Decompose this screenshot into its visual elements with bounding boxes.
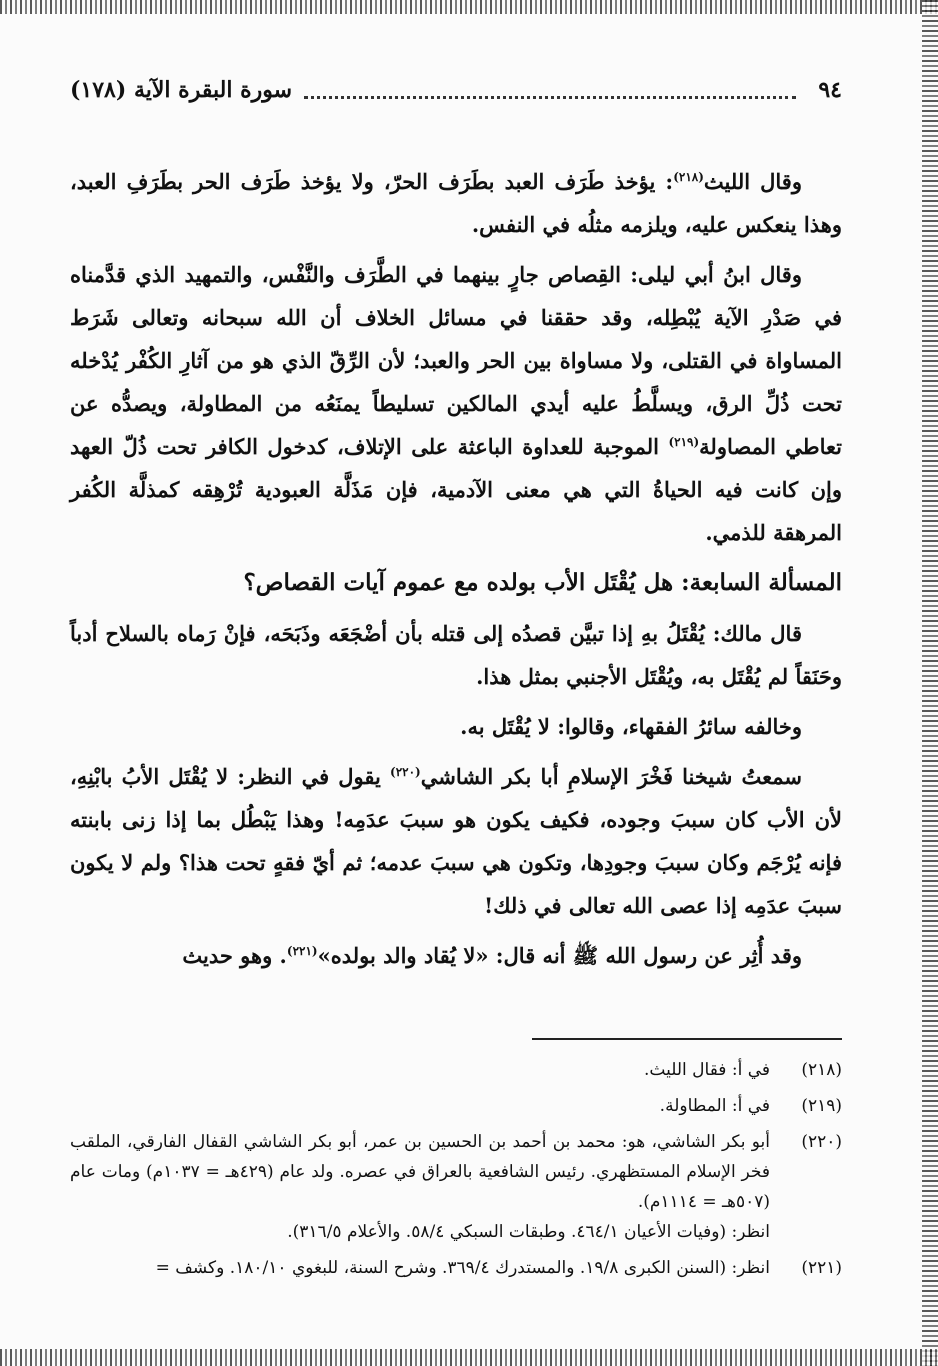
book-page bbox=[70, 60, 842, 1340]
text-run: وقال ابنُ أبي ليلى: القِصاص جارٍ بينهما في الطَّرَف والنَّفْس، والتمهيد الذي قدَّمناه في صَدْرِ الآية يُبْطِله، وقد حققنا في مسائل الخلاف أن الله سبحانه وتعالى شَرَط المساواة في القتلى، ولا مساواة بين الحر والعبد؛ لأن الرِّقّ الذي هو من آثارِ الكُفْر يُدْخله تحت ذُلِّ الرق، ويسلَّطُ عليه أيدي المالكين تسليطاً يمنَعُه من المطاولة، ويصدُّه bbox=[70, 262, 842, 416]
footnote-219 bbox=[70, 1091, 842, 1121]
footnote-text: في أ: فقال الليث. bbox=[644, 1060, 770, 1080]
text-run: : يؤخذ طَرَف العبد بطَرَف الحرّ، ولا يؤخذ طَرَف الحر بطَرَفِ العبد، وهذا ينعكس عليه، ويلزمه مثلُه في النفس. bbox=[70, 169, 842, 237]
footnote-text: في أ: المطاولة. bbox=[659, 1096, 770, 1116]
header-dotted-leader bbox=[304, 82, 796, 99]
text-run: سمعتُ شيخنا فَخْرَ الإسلامِ أبا بكر الشاشي bbox=[420, 764, 802, 789]
text-run: يقول في النظر: لا يُقْتَل الأبُ بابْنِهِ، لأن الأب كان سببَ وجوده، فكيف يكون هو سببَ عدَمِه! وهذا يَبْطُل بما إذا زنى بابنته فإنه يُرْجَم وكان سببَ وجودِها، وتكون هي سببَ عدمه؛ ثم أيّ فقهٍ تحت هذا؟ ولم لا يكون سببَ عدَمِه إذا عصى الله تعالى في ذلك! bbox=[70, 764, 842, 918]
paragraph-hadith bbox=[70, 934, 842, 977]
section-heading: المسألة السابعة: هل يُقْتَل الأب بولده مع عموم آيات القصاص؟ bbox=[243, 569, 842, 596]
footnote-ref-221: (٢٢١) bbox=[286, 944, 318, 958]
footnote-number: (٢٢٠) bbox=[801, 1132, 842, 1152]
footnote-ref-219: (٢١٩) bbox=[668, 435, 700, 449]
paragraph-laith bbox=[70, 160, 842, 246]
text-run: وقد أُثِر عن رسول الله ﷺ أنه قال: «لا يُقاد والد بولده» bbox=[317, 943, 802, 968]
text-run: وقال الليث bbox=[703, 169, 802, 194]
main-text bbox=[70, 160, 842, 984]
running-header bbox=[70, 70, 842, 110]
footnote-separator bbox=[532, 1038, 842, 1040]
footnotes bbox=[70, 1055, 842, 1289]
footnote-218 bbox=[70, 1055, 842, 1085]
text-run: عن تعاطي المصاولة bbox=[70, 391, 842, 459]
footnote-221 bbox=[70, 1253, 842, 1283]
page-number: ٩٤ bbox=[818, 77, 842, 103]
footnote-ref-220: (٢٢٠) bbox=[390, 765, 421, 779]
footnote-text: انظر: (وفيات الأعيان ٤٦٤/١. وطبقات السبكي ٥٨/٤. والأعلام ٣١٦/٥). bbox=[287, 1222, 770, 1242]
paragraph-jurists: وخالفه سائرُ الفقهاء، وقالوا: لا يُقْتَل به. bbox=[460, 714, 802, 739]
paragraph-shashi bbox=[70, 755, 842, 927]
footnote-ref-218: (٢١٨) bbox=[673, 170, 704, 184]
paragraph-ibn-abi-layla bbox=[70, 253, 842, 554]
text-run: . وهو حديث bbox=[182, 943, 287, 968]
ornamental-border-top bbox=[0, 0, 938, 14]
footnote-text: أبو بكر الشاشي، هو: محمد بن أحمد بن الحسين بن عمر، أبو بكر الشاشي القفال الفارقي، الملقب فخر الإسلام المستظهري. رئيس الشافعية بالعراق في عصره. ولد عام (٤٢٩هـ = ١٠٣٧م) ومات عام (٥٠٧هـ = ١١١٤م). bbox=[70, 1132, 771, 1212]
footnote-text: انظر: (السنن الكبرى ١٩/٨. والمستدرك ٣٦٩/٤. وشرح السنة، للبغوي ١٨٠/١٠. وكشف = bbox=[155, 1258, 770, 1278]
paragraph-malik: قال مالك: يُقْتَلُ بهِ إذا تبيَّن قصدُه إلى قتله بأن أضْجَعَه وذَبَحَه، فإنْ رَماه بالسلاح أدباً وحَنَقاً لم يُقْتَل به، ويُقْتَل الأجنبي بمثل هذا. bbox=[70, 621, 842, 689]
surah-title: سورة البقرة الآية (١٧٨) bbox=[70, 77, 293, 103]
ornamental-border-right bbox=[922, 0, 938, 1366]
footnote-number: (٢١٩) bbox=[801, 1096, 842, 1116]
footnote-number: (٢١٨) bbox=[801, 1060, 842, 1080]
footnote-220 bbox=[70, 1127, 842, 1247]
text-run: الموجبة للعداوة الباعثة على الإتلاف، كدخول الكافر تحت ذُلّ العهد وإن كانت فيه الحياةُ التي هي معنى الآدمية، فإن مَذَلَّة العبودية تُرْهِقه كمذلَّة الكُفر المرهقة للذمي. bbox=[70, 434, 842, 545]
ornamental-border-bottom bbox=[0, 1349, 938, 1366]
footnote-number: (٢٢١) bbox=[801, 1258, 842, 1278]
